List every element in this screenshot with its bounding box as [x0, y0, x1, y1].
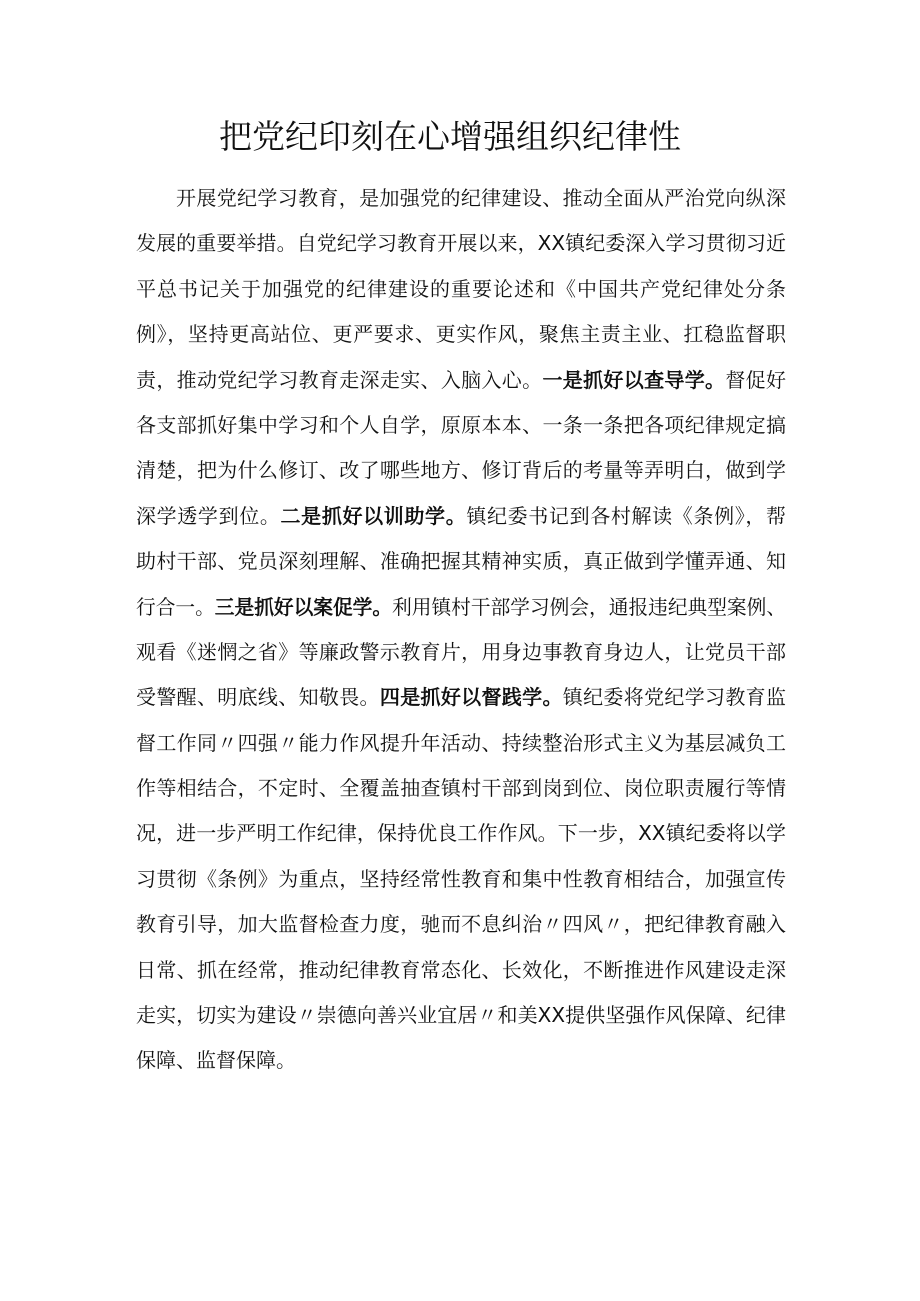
- body-line: [136, 312, 786, 357]
- body-text-segment: 深学透学到位。: [136, 503, 281, 528]
- body-text-segment: 责，推动党纪学习教育走深走实、入脑入心。: [136, 367, 543, 392]
- body-line: [136, 221, 786, 266]
- body-line: [136, 267, 786, 312]
- body-line: [136, 993, 786, 1038]
- body-text-segment: 作等相结合，不定时、全覆盖抽查镇村干部到岗到位、岗位职责履行等情: [136, 776, 786, 801]
- body-line: [136, 948, 786, 993]
- body-text-segment: 保障、监督保障。: [136, 1048, 296, 1073]
- body-line: [136, 675, 786, 720]
- body-line: [136, 766, 786, 811]
- body-line: [136, 1038, 786, 1083]
- body-line: [136, 539, 786, 584]
- body-text-segment: 各支部抓好集中学习和个人自学，原原本本、一条一条把各项纪律规定搞: [136, 412, 786, 437]
- body-line: [136, 448, 786, 493]
- body-text-segment: 清楚，把为什么修订、改了哪些地方、修订背后的考量等弄明白，做到学: [136, 458, 786, 483]
- body-line: [136, 403, 786, 448]
- body-text-segment: 习贯彻《条例》为重点，坚持经常性教育和集中性教育相结合，加强宣传: [136, 866, 786, 891]
- bold-heading-text: 三是抓好以案促学。: [214, 595, 393, 619]
- bold-heading-text: 一是抓好以查导学。: [542, 367, 726, 392]
- body-text-segment: 况，进一步严明工作纪律，保持优良工作作风。下一步，XX镇纪委将以学: [136, 821, 786, 846]
- body-text-segment: 走实，切实为建设〃崇德向善兴业宜居〃和美XX提供坚强作风保障、纪律: [136, 1003, 786, 1028]
- bold-heading-text: 四是抓好以督践学。: [379, 685, 563, 710]
- body-text-segment: 例》，坚持更高站位、更严要求、更实作风，聚焦主责主业、扛稳监督职: [136, 322, 786, 347]
- body-line: [136, 630, 786, 675]
- body-text-segment: 受警醒、明底线、知敬畏。: [136, 685, 380, 710]
- document-body: [136, 176, 786, 1084]
- body-text-segment: 观看《迷惘之省》等廉政警示教育片，用身边事教育身边人，让党员干部: [136, 639, 786, 664]
- document-title: 把党纪印刻在心增强组织纪律性: [219, 117, 681, 156]
- body-text-segment: 督促好: [725, 367, 787, 392]
- body-line: [136, 176, 786, 221]
- body-text-segment: 开展党纪学习教育，是加强党的纪律建设、推动全面从严治党向纵深: [176, 186, 786, 210]
- body-text-segment: 镇纪委将党纪学习教育监: [562, 685, 787, 710]
- bold-heading-text: 二是抓好以训助学。: [280, 503, 467, 528]
- body-line: [136, 585, 786, 630]
- body-text-segment: 平总书记关于加强党的纪律建设的重要论述和《中国共产党纪律处分条: [136, 276, 786, 301]
- body-line: [136, 358, 786, 403]
- body-line: [136, 811, 786, 856]
- body-text-segment: 教育引导，加大监督检查力度，驰而不息纠治〃四风〃，把纪律教育融入: [136, 912, 786, 937]
- body-text-segment: 发展的重要举措。自党纪学习教育开展以来，XX镇纪委深入学习贯彻习近: [136, 231, 786, 256]
- body-line: [136, 857, 786, 902]
- body-line: [136, 902, 786, 947]
- body-text-segment: 行合一。: [136, 595, 215, 619]
- body-text-segment: 日常、抓在经常，推动纪律教育常态化、长效化，不断推进作风建设走深: [136, 957, 786, 982]
- body-line: [136, 721, 786, 766]
- body-text-segment: 镇纪委书记到各村解读《条例》，帮: [466, 503, 787, 528]
- body-text-segment: 助村干部、党员深刻理解、准确把握其精神实质，真正做到学懂弄通、知: [136, 549, 786, 574]
- body-text-segment: 利用镇村干部学习例会，通报违纪典型案例、: [392, 595, 787, 619]
- body-text-segment: 督工作同〃四强〃能力作风提升年活动、持续整治形式主义为基层减负工: [136, 730, 786, 755]
- body-line: [136, 494, 786, 539]
